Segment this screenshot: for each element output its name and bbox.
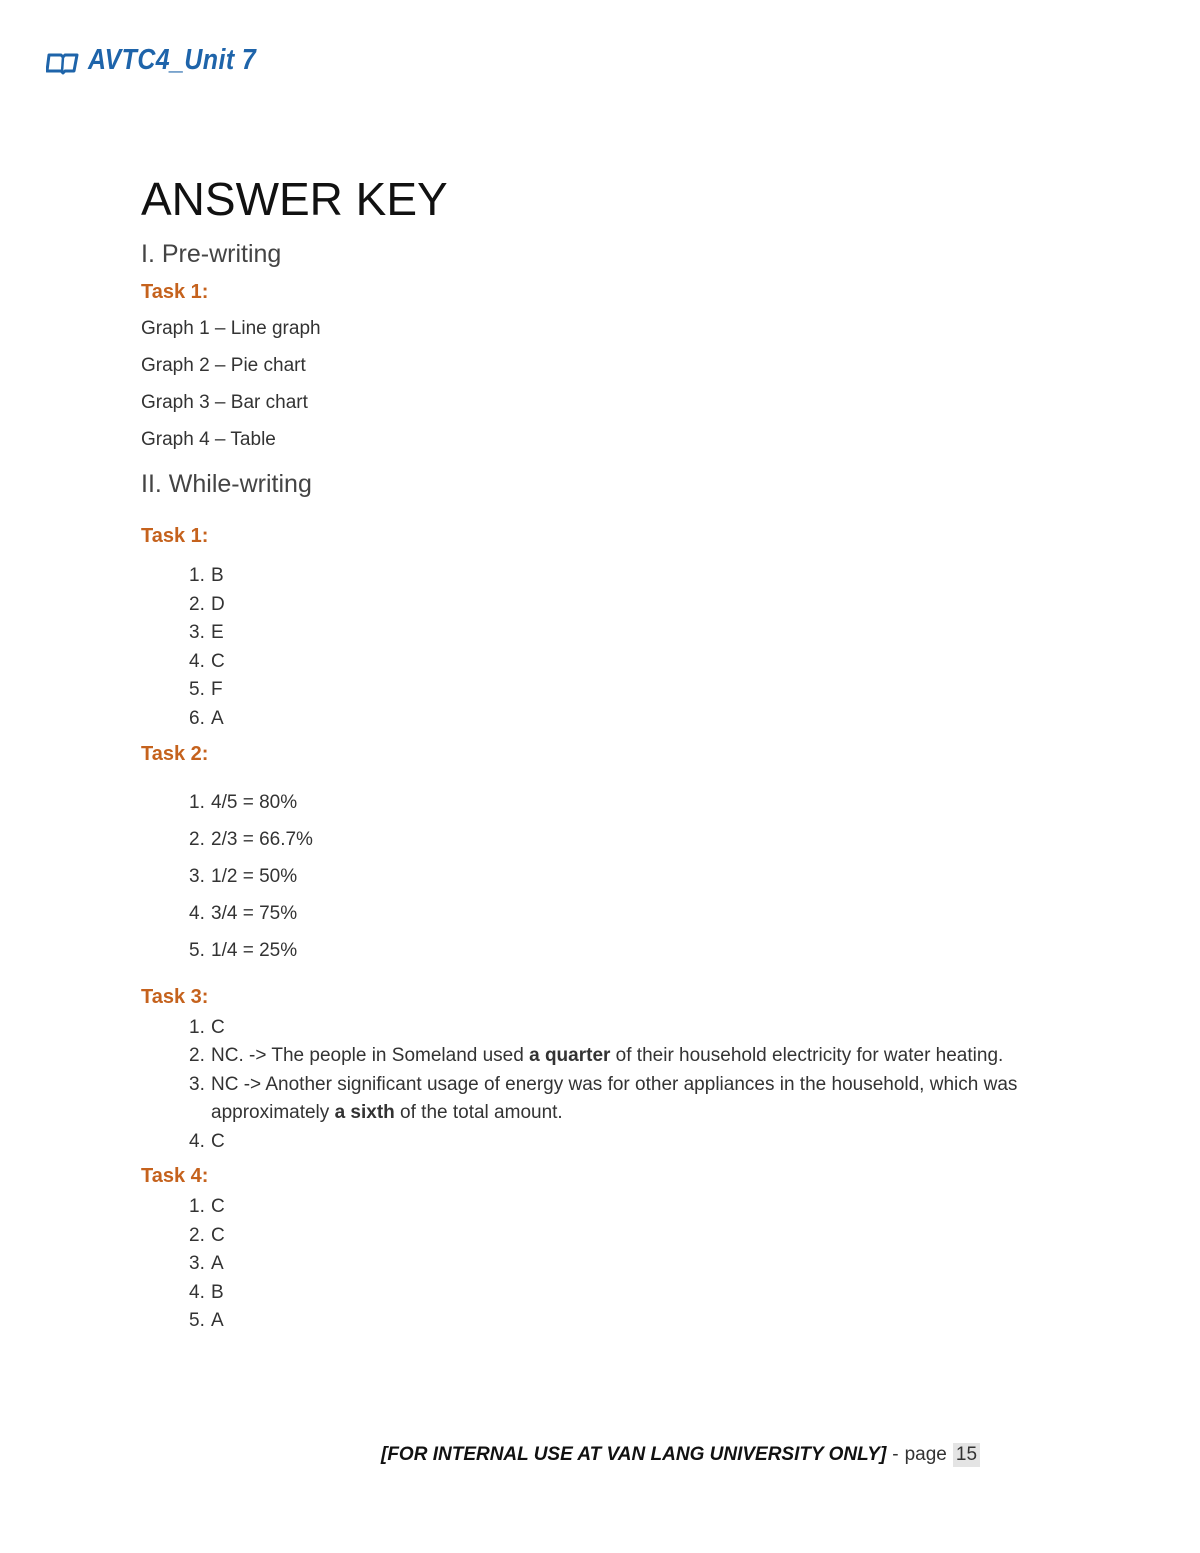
answer-list <box>141 1014 1061 1157</box>
document-body <box>141 170 1061 1336</box>
task-heading: Task 4: <box>141 1165 209 1188</box>
footer-note: [FOR INTERNAL USE AT VAN LANG UNIVERSITY ONLY] <box>381 1444 887 1465</box>
list-item: 2. C <box>189 1224 225 1246</box>
page-footer <box>381 1443 980 1467</box>
list-item: 3. E <box>189 622 224 644</box>
list-item: 3. 1/2 = 50% <box>189 865 298 887</box>
footer-page-label: page <box>904 1444 947 1465</box>
list-item: Graph 4 – Table <box>141 429 276 450</box>
list-item: 4. B <box>189 1281 224 1303</box>
list-item: 3. A <box>189 1253 224 1275</box>
list-item: 4. C <box>189 650 225 672</box>
list-item: 6. A <box>189 707 224 729</box>
header-title: AVTC4_Unit 7 <box>88 44 257 76</box>
section-heading-while-writing: II. While-writing <box>141 470 312 498</box>
task-heading: Task 2: <box>141 742 209 765</box>
list-item: 1. C <box>189 1016 225 1038</box>
book-icon <box>46 47 80 75</box>
list-item: Graph 1 – Line graph <box>141 318 321 339</box>
answer-list <box>141 1193 1061 1336</box>
page-number: 15 <box>953 1443 980 1467</box>
task-heading: Task 3: <box>141 985 209 1008</box>
list-item: 5. 1/4 = 25% <box>189 939 298 961</box>
page-title: ANSWER KEY <box>141 173 448 225</box>
task-heading: Task 1: <box>141 281 209 303</box>
task-heading: Task 1: <box>141 525 209 547</box>
list-item: 2. NC. -> The people in Someland used a quarter of their household electricity for water heating. <box>189 1045 1004 1067</box>
section-heading-pre-writing: I. Pre-writing <box>141 240 282 268</box>
list-item: 1. C <box>189 1196 225 1218</box>
graph-type-list <box>141 310 1061 458</box>
list-item: 1. 4/5 = 80% <box>189 791 298 813</box>
footer-separator: - <box>892 1444 899 1465</box>
list-item: 2. D <box>189 593 225 615</box>
list-item: Graph 3 – Bar chart <box>141 392 308 413</box>
list-item: 5. F <box>189 679 223 701</box>
answer-list <box>141 784 1061 969</box>
list-item: 5. A <box>189 1310 224 1332</box>
list-item: 3. NC -> Another significant usage of energy was for other appliances in the household, which was approximately a sixth of the total amount. <box>189 1073 1018 1124</box>
list-item: 2. 2/3 = 66.7% <box>189 828 313 850</box>
list-item: 1. B <box>189 565 224 586</box>
list-item: 4. C <box>189 1130 225 1152</box>
list-item: 4. 3/4 = 75% <box>189 902 298 924</box>
list-item: Graph 2 – Pie chart <box>141 355 306 376</box>
document-header <box>46 44 284 77</box>
answer-list <box>141 562 1061 734</box>
